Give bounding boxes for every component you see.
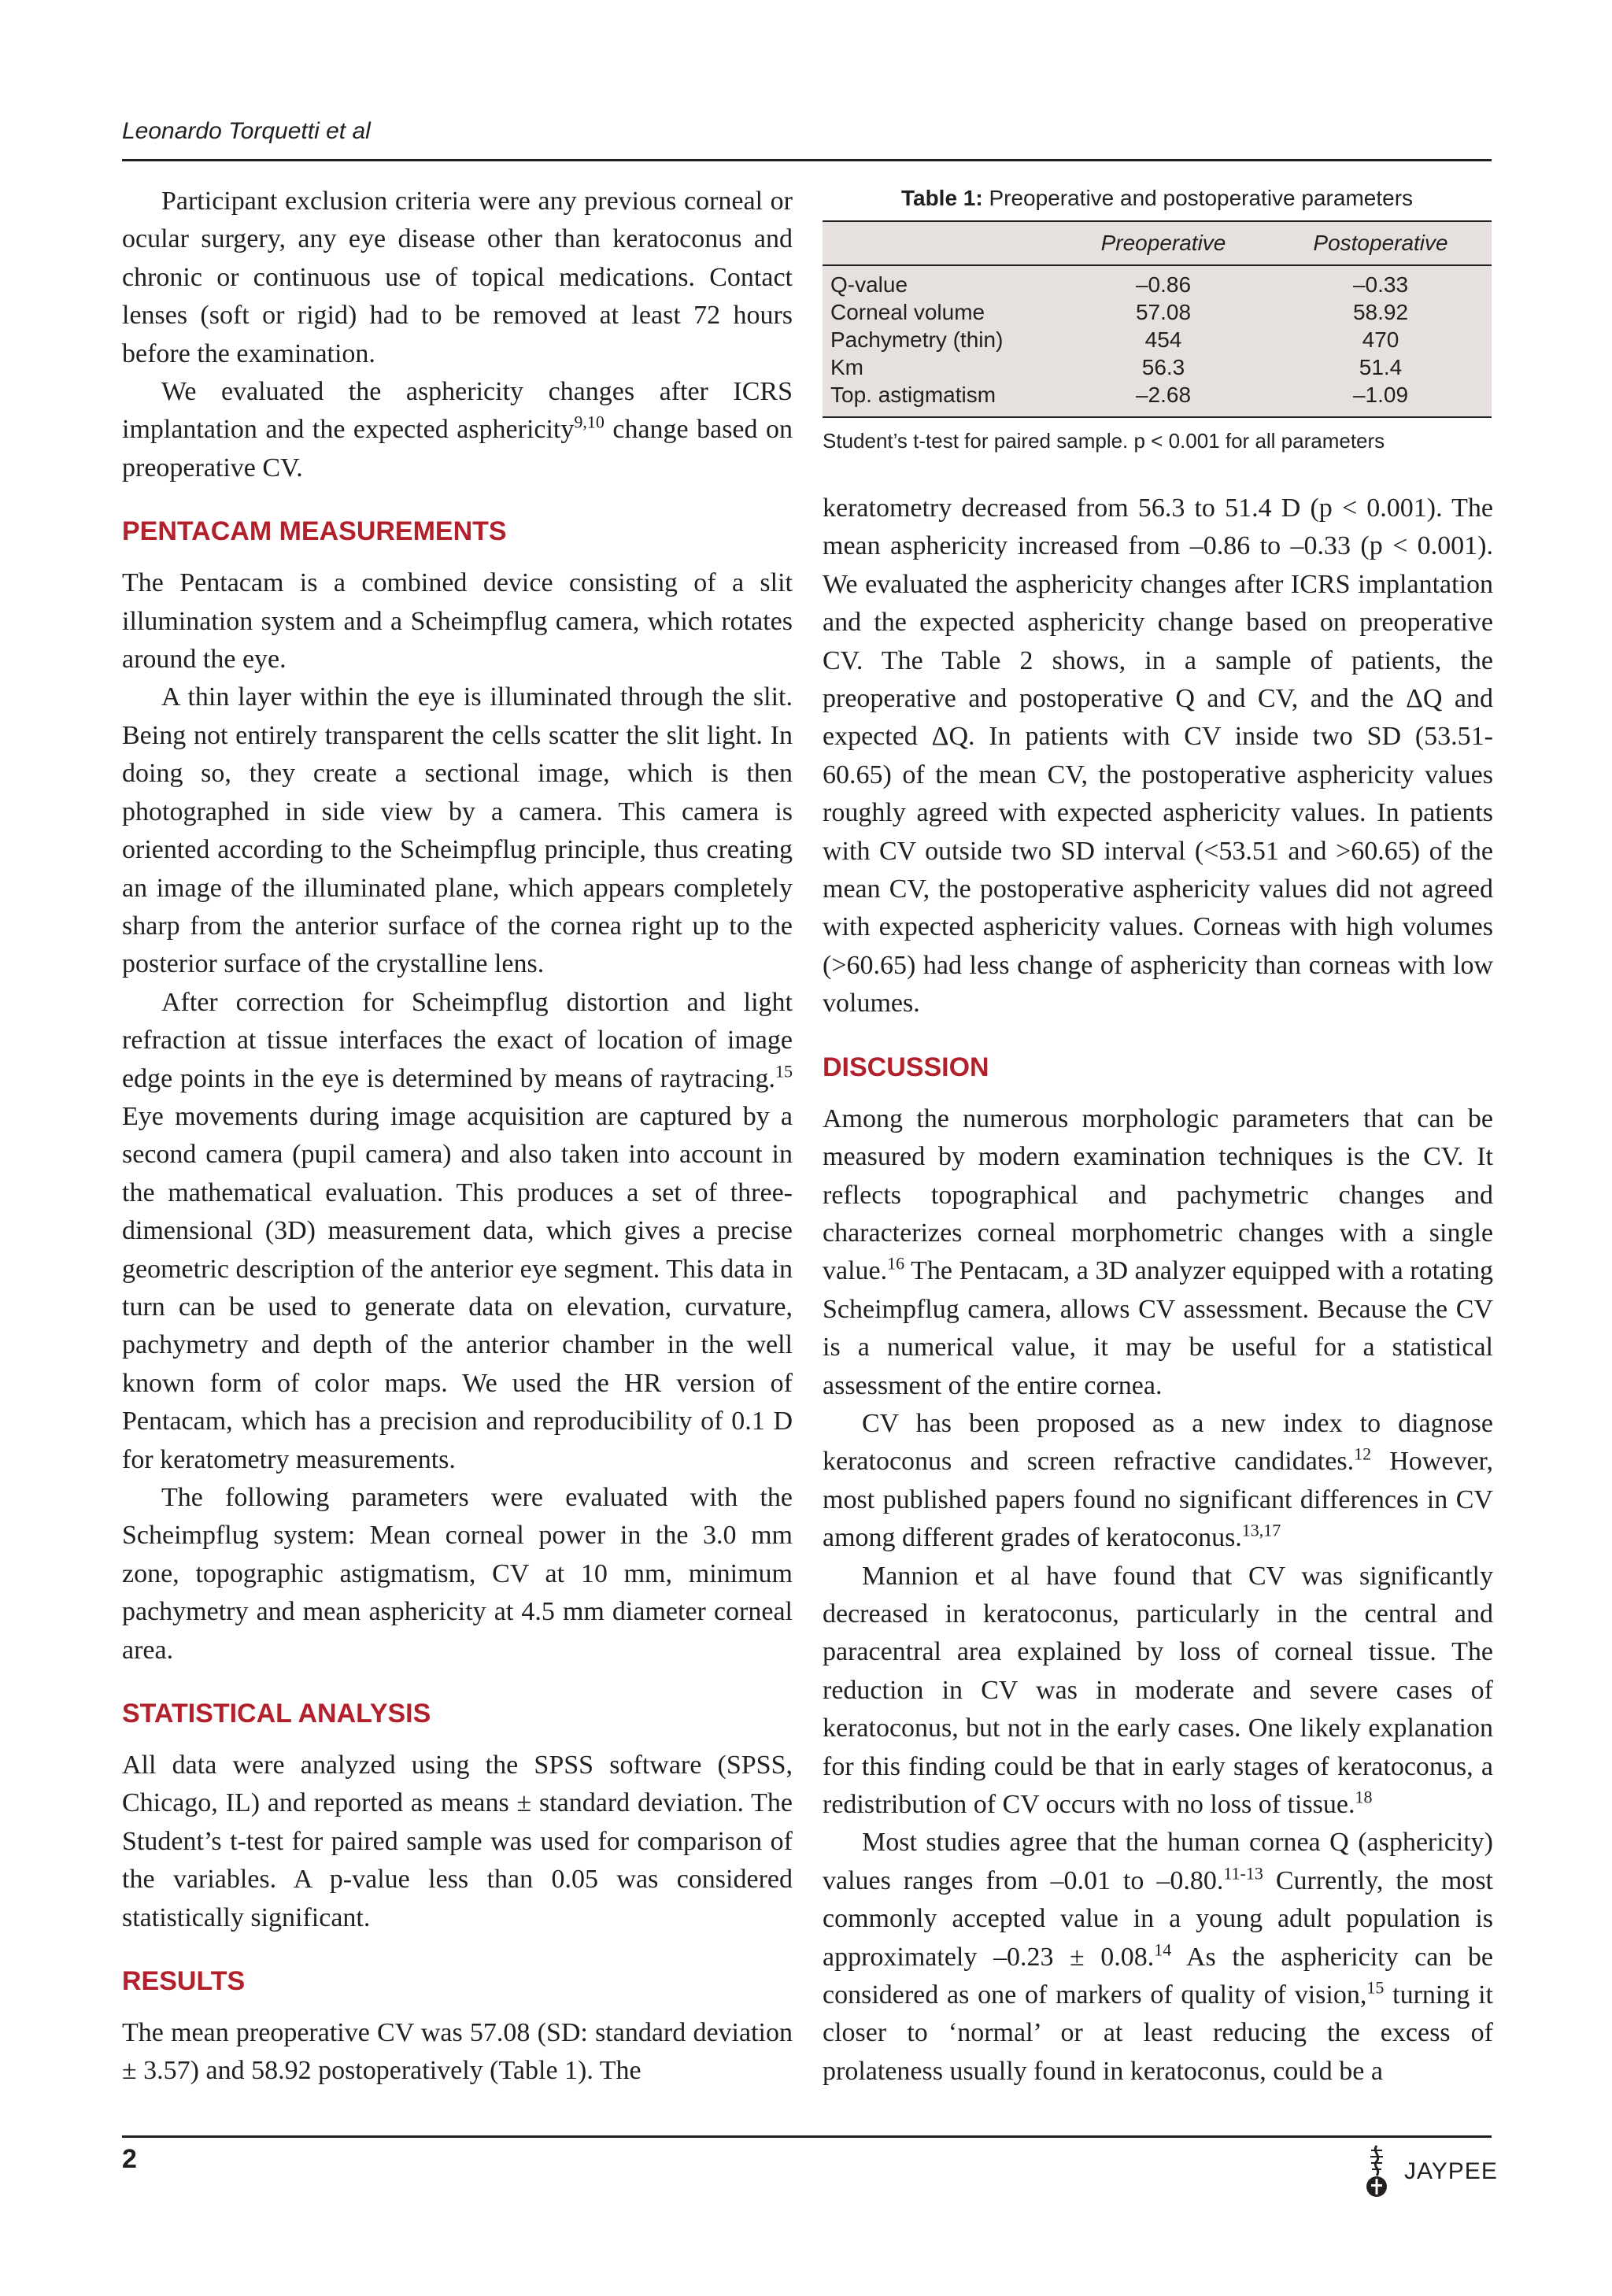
citation-superscript: 18: [1355, 1787, 1373, 1807]
table-cell: 454: [1144, 327, 1182, 352]
paragraph-pentacam-device: The Pentacam is a combined device consisting of a slit illumination system and a Scheimpflug camera, which rotates around the eye.: [122, 568, 793, 675]
citation-superscript: 15: [775, 1061, 793, 1081]
table-cell: 57.08: [1135, 299, 1192, 324]
paragraph-parameters-evaluated: The following parameters were evaluated with the Scheimpflug system: Mean corneal power in the 3.0 mm zone, topographic astigmatism, CV at 10 mm, minimum pachymetry and mean asphericity at 4.5 mm diameter corneal area.: [122, 1483, 793, 1665]
jaypee-logo-icon: [1360, 2143, 1393, 2201]
publisher-name: JAYPEE: [1404, 2158, 1498, 2184]
text-run: Eye movements during image acquisition are captured by a second camera (pupil camera) and also taken into account in the mathematical evaluation. This produces a set of three-dimensional (3D) measurement data, which gives a precise geometric description of the anterior eye segment. This data in turn can be used to generate data on elevation, curvature, pachymetry and depth of the anterior chamber in the well known form of color maps. We used the HR version of Pentacam, which has a precision and reproducibility of 0.1 D for keratometry measurements.: [122, 1101, 793, 1474]
table-cell: Pachymetry (thin): [830, 327, 1004, 352]
table-cell: 51.4: [1359, 354, 1403, 379]
table-footnote: Student’s t-test for paired sample. p < 0.001 for all parameters: [823, 429, 1385, 453]
text-run: After correction for Scheimpflug distortion and light refraction at tissue interfaces the exact of location of image edge points in the eye is determined by means of raytracing.: [122, 987, 793, 1093]
paragraph-asphericity-studies: [823, 1824, 1493, 2091]
paragraph-cv-index: [823, 1405, 1493, 1558]
citation-superscript: 15: [1366, 1977, 1385, 1998]
paragraph-exclusion-criteria: Participant exclusion criteria were any previous corneal or ocular surgery, any eye disease other than keratoconus and chronic or continuous use of topical medications. Contact lenses (soft or rigid) had to be removed at least 72 hours before the examination.: [122, 187, 793, 368]
table-cell: Q-value: [830, 272, 908, 297]
page-number: 2: [122, 2144, 137, 2174]
text-run: Most studies agree that the human cornea Q (asphericity) values ranges from –0.01 to –0.80.: [823, 1828, 1493, 1895]
citation-superscript: 9,10: [574, 412, 604, 433]
table-row: [823, 271, 1492, 298]
table-cell: 56.3: [1141, 354, 1185, 379]
text-run: CV has been proposed as a new index to diagnose keratoconus and screen refractive candidates.: [823, 1408, 1493, 1477]
table-cell: 58.92: [1352, 299, 1409, 324]
text-run: As the asphericity can be considered as one of markers of quality of vision,: [823, 1942, 1494, 2010]
right-column: [823, 490, 1493, 2091]
paragraph-mannion: [823, 1558, 1493, 1825]
text-run: The Pentacam, a 3D analyzer equipped with a rotating Scheimpflug camera, allows CV assessment. Because the CV is a numerical value, it may be useful for a statistical assessment of the entire cornea.: [823, 1256, 1493, 1400]
text-run: turning it closer to ‘normal’ or at least reducing the excess of prolateness usually found in keratoconus, could be a: [823, 1980, 1494, 2086]
paragraph-asphericity-evaluation: [122, 373, 793, 487]
text-run: Currently, the most commonly accepted value in a young adult population is approximately –0.23 ± 0.08.: [823, 1865, 1493, 1972]
text-run: We evaluated the asphericity changes after ICRS implantation and the expected asphericity: [122, 377, 793, 445]
table-cell: –0.33: [1352, 272, 1409, 297]
table-header-cell: Postoperative: [1313, 231, 1448, 255]
table-caption: [823, 183, 1492, 214]
footer-rule: [122, 2135, 1492, 2138]
running-head: Leonardo Torquetti et al: [122, 118, 371, 144]
table-cell: –2.68: [1135, 382, 1192, 407]
table-caption-label: Table 1:: [900, 186, 983, 210]
text-run: Among the numerous morphologic parameters that can be measured by modern examination techniques is the CV. It reflects topographical and pachymetric changes and characterizes corneal morphometric changes with a single value.: [823, 1104, 1493, 1286]
paragraph-results-continued: keratometry decreased from 56.3 to 51.4 D (p < 0.001). The mean asphericity increased from –0.86 to –0.33 (p < 0.001). We evaluated the asphericity changes after ICRS implantation and the expected asphericity change based on preoperative CV. The Table 2 shows, in a sample of patients, the preoperative and postoperative Q and CV, and the ΔQ and expected ΔQ. In patients with CV inside two SD (53.51-60.65) of the mean CV, the postoperative asphericity values roughly agreed with expected asphericity values. In patients with CV outside two SD interval (<53.51 and >60.65) of the mean CV, the postoperative asphericity values did not agreed with expected asphericity values. Corneas with high volumes (>60.65) had less change of asphericity than corneas with low volumes.: [823, 494, 1493, 1019]
table-header-row: [823, 222, 1492, 266]
paragraph-slit-illumination: A thin layer within the eye is illuminated through the slit. Being not entirely transparent the cells scatter the slit light. In doing so, they create a sectional image, which is then photographed in side view by a camera. This camera is oriented according to the Scheimpflug principle, thus creating an image of the illuminated plane, which appears completely sharp from the anterior surface of the cornea right up to the posterior surface of the crystalline lens.: [122, 682, 793, 979]
heading-discussion: DISCUSSION: [823, 1052, 989, 1082]
table-cell: Km: [830, 354, 863, 379]
citation-superscript: 11-13: [1223, 1863, 1263, 1884]
header-rule: [122, 159, 1492, 161]
table-cell: 470: [1362, 327, 1399, 352]
citation-superscript: 16: [887, 1253, 905, 1274]
heading-statistical-analysis: STATISTICAL ANALYSIS: [122, 1699, 431, 1729]
table-row: [823, 326, 1492, 353]
table-cell: Top. astigmatism: [830, 382, 996, 407]
table-cell: –0.86: [1135, 272, 1192, 297]
citation-superscript: 12: [1354, 1444, 1372, 1465]
table-cell: Corneal volume: [830, 299, 985, 324]
table-1: [823, 183, 1492, 454]
table-row: [823, 353, 1492, 381]
heading-results: RESULTS: [122, 1966, 246, 1997]
text-run: However, most published papers found no significant differences in CV among different grades of keratoconus.: [823, 1447, 1493, 1553]
text-run: Mannion et al have found that CV was significantly decreased in keratoconus, particularly in the central and paracentral area explained by loss of corneal tissue. The reduction in CV was in moderate and severe cases of keratoconus, but not in the early cases. One likely explanation for this finding could be that in early stages of keratoconus, a redistribution of CV occurs with no loss of tissue.: [823, 1561, 1493, 1819]
text-run: change based on preoperative CV.: [122, 415, 793, 482]
publisher-logo: [1360, 2143, 1498, 2201]
table-cell: –1.09: [1352, 382, 1409, 407]
heading-pentacam-measurements: PENTACAM MEASUREMENTS: [122, 516, 507, 547]
table-row: [823, 381, 1492, 409]
table-body: [823, 220, 1492, 418]
citation-superscript: 13,17: [1241, 1520, 1281, 1540]
table-row: [823, 298, 1492, 326]
table-caption-text: Preoperative and postoperative parameters: [982, 186, 1414, 210]
left-column: [122, 183, 793, 2091]
paragraph-statistics: All data were analyzed using the SPSS software (SPSS, Chicago, IL) and reported as means ± standard deviation. The Student’s t-test for paired sample was used for comparison of the variables. A p-value less than 0.05 was considered statistically significant.: [122, 1751, 793, 1932]
citation-superscript: 14: [1154, 1939, 1172, 1960]
paragraph-morphologic-parameters: [823, 1100, 1493, 1405]
paragraph-results-start: The mean preoperative CV was 57.08 (SD: standard deviation ± 3.57) and 58.92 postoperatively (Table 1). The: [122, 2018, 793, 2086]
paragraph-raytracing: [122, 984, 793, 1479]
table-header-cell: Preoperative: [1100, 231, 1226, 255]
